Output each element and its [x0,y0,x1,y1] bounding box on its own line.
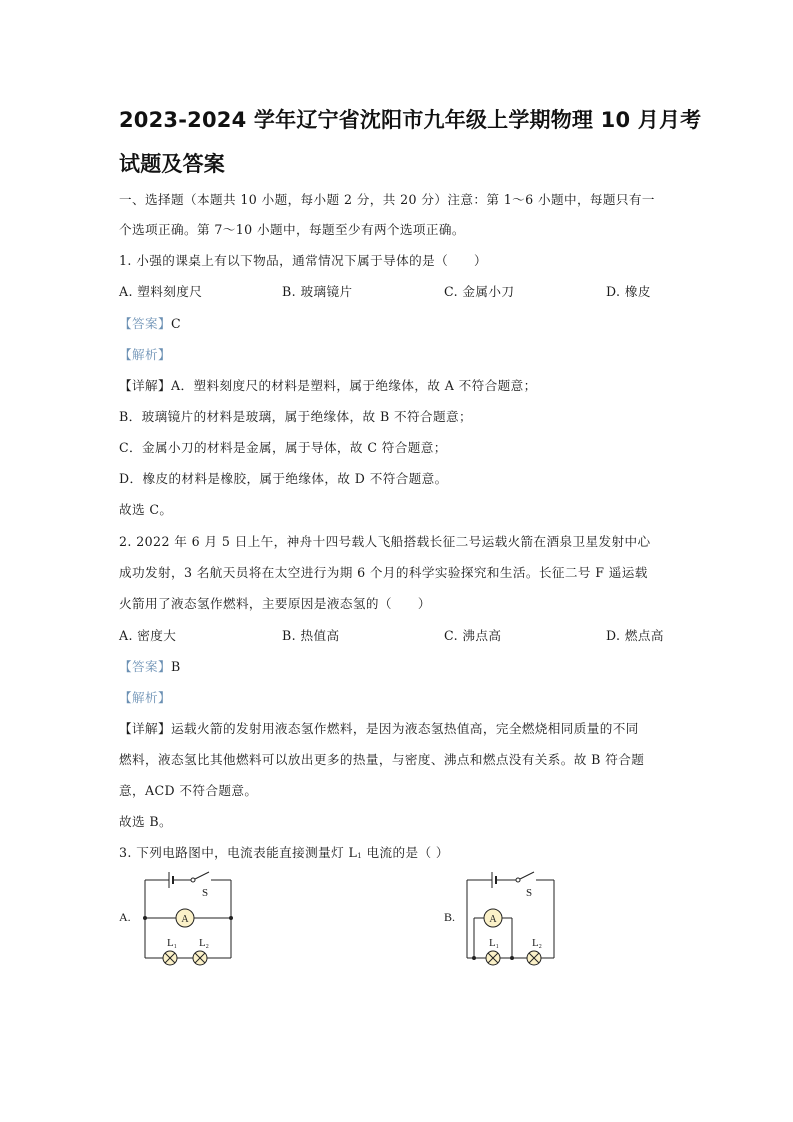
circuit-b-diagram [460,866,570,976]
answer-label: 【答案】 [119,316,171,331]
question-2-detail-line1 [119,718,639,737]
question-1-detail-line1 [119,375,537,394]
analysis-label: 【解析】 [119,347,171,362]
circuit-a-label: A. [119,910,131,924]
answer-value: C [170,316,182,331]
question-1-option-d: D. 橡皮 [606,284,651,299]
svg-text:A: A [181,914,189,925]
ammeter-icon [176,909,194,927]
detail-text: 运载火箭的发射用液态氢作燃料，是因为液态氢热值高，完全燃烧相同质量的不同 [170,721,639,736]
question-2-option-d: D. 燃点高 [606,628,664,643]
svg-text:L1: L1 [167,937,177,950]
svg-text:L1: L1 [489,937,499,950]
question-1-stem: 1. 小强的课桌上有以下物品，通常情况下属于导体的是（ ） [119,253,488,268]
answer-label: 【答案】 [119,659,171,674]
svg-text:S: S [202,887,209,899]
switch-icon [520,872,534,879]
detail-label: 【详解】 [119,378,171,393]
lamp-l1-icon [163,951,177,965]
question-1-conclusion: 故选 C。 [119,502,173,517]
svg-text:L2: L2 [199,937,209,950]
section-instructions-line2: 个选项正确。第 7～10 小题中，每题至少有两个选项正确。 [119,222,465,237]
answer-value: B [170,659,181,674]
detail-text: A．塑料刻度尺的材料是塑料，属于绝缘体，故 A 不符合题意； [170,378,537,393]
question-1-detail-line4: D．橡皮的材料是橡胶，属于绝缘体，故 D 不符合题意。 [119,471,448,486]
switch-icon [195,872,209,879]
document-title-line2: 试题及答案 [119,152,225,176]
lamp-l2-icon [527,951,541,965]
document-title-line1: 2023-2024 学年辽宁省沈阳市九年级上学期物理 10 月月考 [119,108,702,132]
question-2-option-c: C. 沸点高 [444,628,502,643]
question-2-detail-line2: 燃料，液态氢比其他燃料可以放出更多的热量，与密度、沸点和燃点没有关系。故 B 符合题 [119,752,645,767]
question-1-detail-line2: B．玻璃镜片的材料是玻璃，属于绝缘体，故 B 不符合题意； [119,409,472,424]
circuit-a-diagram [135,866,245,976]
question-2-stem-line3: 火箭用了液态氢作燃料，主要原因是液态氢的（ ） [119,596,431,611]
question-1-answer [119,313,181,332]
question-1-option-b: B. 玻璃镜片 [282,284,353,299]
detail-label: 【详解】 [119,721,171,736]
section-instructions-line1: 一、选择题（本题共 10 小题，每小题 2 分，共 20 分）注意：第 1～6 小题中，每题只有一 [119,192,655,207]
analysis-label: 【解析】 [119,690,171,705]
question-1-analysis-label [119,344,171,363]
stem-subscript: 1 [357,852,363,860]
svg-text:A: A [489,914,497,925]
question-2-analysis-label [119,687,171,706]
question-2-option-b: B. 热值高 [282,628,340,643]
stem-prefix: 3. 下列电路图中，电流表能直接测量灯 L [119,845,358,860]
question-2-answer [119,656,181,675]
stem-suffix: 电流的是（ ） [362,845,449,860]
question-2-conclusion: 故选 B。 [119,814,173,829]
question-1-detail-line3: C．金属小刀的材料是金属，属于导体，故 C 符合题意； [119,440,447,455]
question-2-stem-line2: 成功发射，3 名航天员将在太空进行为期 6 个月的科学实验探究和生活。长征二号 F 遥运载 [119,565,648,580]
lamp-l2-icon [193,951,207,965]
question-2-option-a: A. 密度大 [119,628,177,643]
svg-text:L2: L2 [532,937,542,950]
lamp-l1-icon [486,951,500,965]
circuit-b-label: B. [444,910,456,924]
ammeter-icon [484,909,502,927]
question-1-option-a: A. 塑料刻度尺 [119,284,203,299]
question-1-option-c: C. 金属小刀 [444,284,515,299]
question-2-detail-line3: 意，ACD 不符合题意。 [119,783,258,798]
question-2-stem-line1: 2. 2022 年 6 月 5 日上午，神舟十四号载人飞船搭载长征二号运载火箭在酒泉卫星发射中心 [119,534,651,549]
question-3-stem [119,842,449,861]
svg-text:S: S [526,887,533,899]
